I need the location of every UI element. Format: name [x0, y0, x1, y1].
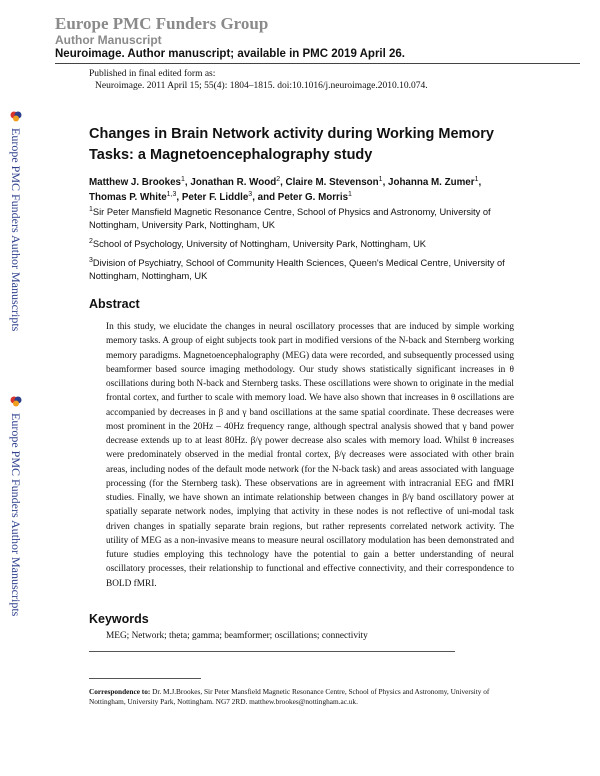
affiliation-number: 3	[89, 257, 93, 264]
author-conjunction: and	[257, 192, 276, 203]
affiliation-text: School of Psychology, University of Nottingham, University Park, Nottingham, UK	[92, 239, 427, 249]
affiliation-text: Division of Psychiatry, School of Community Health Sciences, Queen's Medical Centre, University of Nottingham, Nottingham, UK	[89, 258, 505, 281]
abstract-text: In this study, we elucidate the changes in neural oscillatory processes that are induced by simple working memory tasks. A group of eight subjects took part in modified versions of the N-back and Sternberg working memory paradigms. Magnetoencephalography (MEG) data were recorded, and subsequently processed using beamformer based source imaging methodology. Our study shows statistically significant increases in θ oscillations during both N-back and Sternberg tasks. These oscillations were shown to originate in the medial frontal cortex, and further to scale with memory load. We have also shown that increases in θ oscillations are accompanied by decreases in β and γ band oscillations at the same spatial coordinate. These decreases were most prominent in the 20Hz – 40Hz frequency range, although spectral analysis showed that γ band power decrease extends up to at least 80Hz. β/γ power decrease also scales with memory load. Whilst θ increases were predominately observed in the medial frontal cortex, β/γ decreases were associated with other brain areas, including nodes of the default mode network (for the N-back task) and areas associated with language processing (for the Sternberg task). These observations are in agreement with intracranial EEG and fMRI studies. Finally, we have shown an intimate relationship between changes in β/γ band oscillatory power at spatially separate network nodes, implying that activity in these nodes is not reflective of uni-modal task driven changes in spatially separate brain regions, but rather represents correlated network activity. The utility of MEG as a non-invasive means to measure neural oscillatory modulation has been demonstrated and future studies employing this technology have the potential to gain a better understanding of neural oscillatory processes, their relationship to functional and effective connectivity, and their correspondence to BOLD fMRI.	[106, 322, 514, 589]
affiliation	[89, 257, 529, 283]
affiliation	[89, 238, 529, 251]
paper-title: Changes in Brain Network activity during Working Memory Tasks: a Magnetoencephalography study	[89, 126, 494, 163]
published-label: Published in final edited form as:	[89, 69, 216, 79]
affiliation-text: Sir Peter Mansfield Magnetic Resonance Centre, School of Physics and Astronomy, University of Nottingham, University Park, Nottingham, UK	[89, 207, 491, 230]
section-divider	[89, 651, 455, 652]
author-name: Johanna M. Zumer	[388, 177, 475, 188]
author-affiliation-mark: 1,3	[166, 191, 177, 198]
correspondence-label: Correspondence to:	[89, 687, 151, 696]
author-affiliation-mark: 1	[474, 176, 479, 183]
keywords-heading: Keywords	[89, 612, 149, 626]
keywords-text: MEG; Network; theta; gamma; beamformer; oscillations; connectivity	[106, 631, 368, 641]
correspondence-text: Dr. M.J.Brookes, Sir Peter Mansfield Magnetic Resonance Centre, School of Physics and Astronomy, University of Nottingham, University Park, Nottingham. NG7 2RD. matthew.brookes@nottingham.ac.uk.	[89, 687, 490, 706]
affiliation-number: 1	[89, 206, 93, 213]
published-in-block	[89, 68, 428, 92]
author-name: Thomas P. White	[89, 192, 167, 203]
author-affiliation-mark: 1	[378, 176, 383, 183]
sidebar-watermark-text: Europe PMC Funders Author Manuscripts	[9, 413, 23, 617]
europe-pmc-logo-icon	[10, 395, 22, 407]
funder-header	[55, 14, 580, 64]
author-affiliation-mark: 2	[276, 176, 281, 183]
author-name: Peter F. Liddle	[181, 192, 249, 203]
correspondence-footnote	[89, 687, 519, 707]
sidebar-watermark-text: Europe PMC Funders Author Manuscripts	[9, 128, 23, 332]
author-affiliation-mark: 1	[348, 191, 352, 198]
funder-group-title: Europe PMC Funders Group	[55, 14, 269, 33]
author-manuscript-label: Author Manuscript	[55, 33, 162, 47]
published-citation: Neuroimage. 2011 April 15; 55(4): 1804–1815. doi:10.1016/j.neuroimage.2010.10.074.	[95, 81, 428, 91]
author-affiliation-mark: 1	[181, 176, 185, 183]
abstract-heading: Abstract	[89, 297, 140, 311]
author-name: Peter G. Morris	[277, 192, 349, 203]
author-list: Matthew J. Brookes$^1$, Jonathan R. Wood$^2$, Claire M. Stevenson$^1$, Johanna M. Zumer$^1$, Thomas P. White$^{1,3}$, Peter F. Liddle$^3$, and Peter G. Morris$^1$	[89, 176, 482, 203]
author-name: Matthew J. Brookes	[89, 177, 182, 188]
sidebar-watermark	[6, 110, 28, 335]
affiliation	[89, 206, 529, 232]
author-affiliation-mark: 3	[248, 191, 253, 198]
author-name: Claire M. Stevenson	[285, 177, 379, 188]
author-name: Jonathan R. Wood	[190, 177, 277, 188]
journal-availability-line: Neuroimage. Author manuscript; available in PMC 2019 April 26.	[55, 47, 580, 64]
europe-pmc-logo-icon	[10, 110, 22, 122]
sidebar-watermark	[6, 395, 28, 620]
affiliation-number: 2	[89, 238, 93, 245]
footnote-divider	[89, 678, 201, 679]
